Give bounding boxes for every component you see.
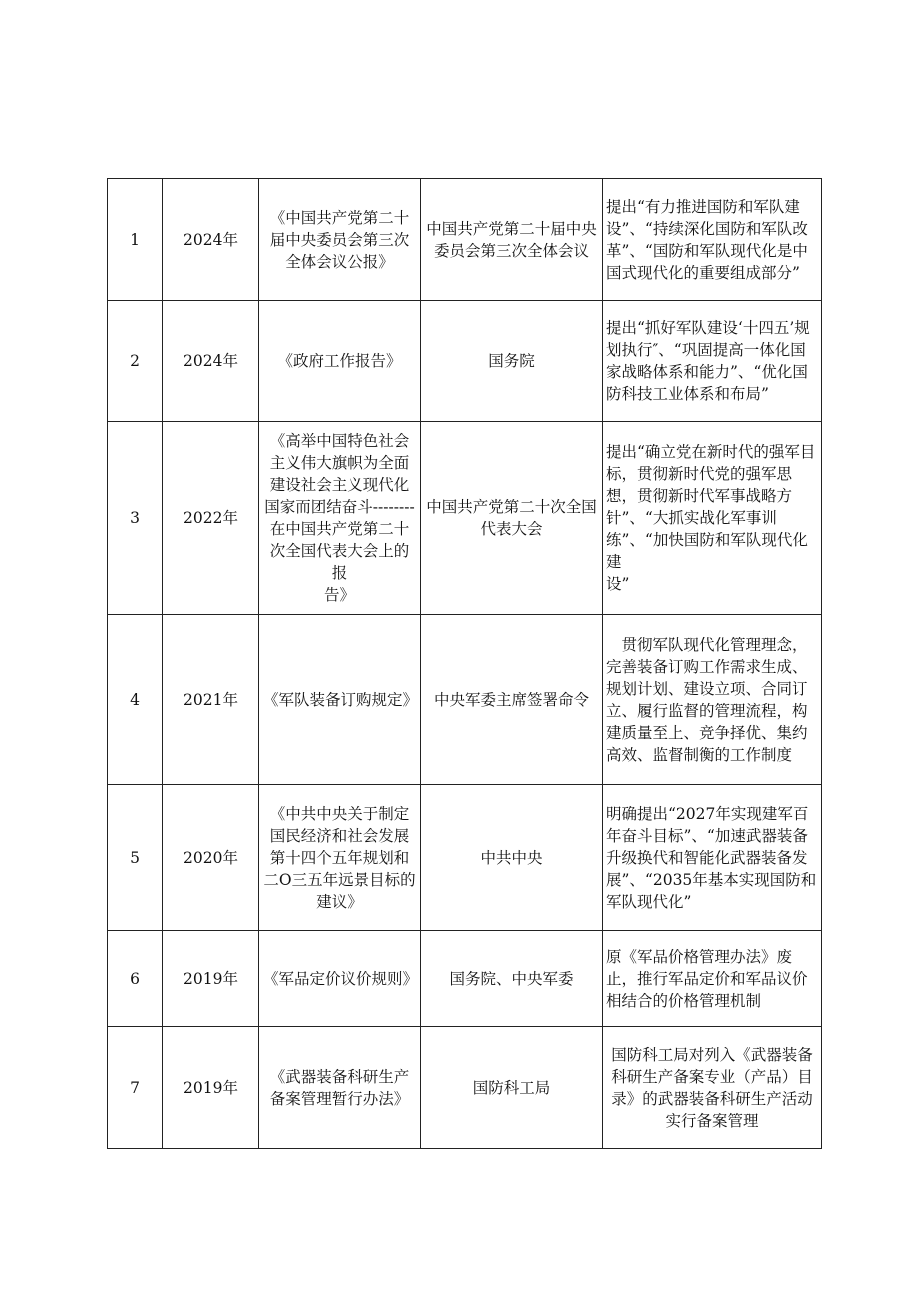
row-document-title-cell xyxy=(259,615,421,785)
row-document-title: 《中共中央关于制定国民经济和社会发展第十四个五年规划和二O三五年远景目标的建议》 xyxy=(263,804,416,911)
row-year: 2019年 xyxy=(183,969,238,988)
row-content-cell xyxy=(603,301,822,422)
row-document-title-cell xyxy=(259,931,421,1027)
row-year: 2020年 xyxy=(183,848,238,867)
row-issuer: 国务院 xyxy=(488,352,535,370)
row-year-cell xyxy=(163,931,259,1027)
row-number-cell xyxy=(108,179,163,301)
row-year-cell xyxy=(163,785,259,931)
row-document-title: 《政府工作报告》 xyxy=(277,352,402,370)
row-content: 原《军品价格管理办法》废止，推行军品定价和军品议价相结合的价格管理机制 xyxy=(606,947,808,1010)
row-document-title: 《武器装备科研生产备案管理暂行办法》 xyxy=(269,1067,410,1108)
row-issuer-cell xyxy=(421,301,603,422)
row-number-cell xyxy=(108,301,163,422)
row-issuer-cell xyxy=(421,422,603,615)
row-issuer: 中国共产党第二十届中央委员会第三次全体会议 xyxy=(426,219,597,260)
row-content: 提出“抓好军队建设‘十四五’规划执行″、“巩固提高一体化国家战略体系和能力”、“优化国防科技工业体系和布局” xyxy=(606,319,810,403)
table-row xyxy=(108,422,822,615)
row-year: 2024年 xyxy=(183,230,238,249)
row-year: 2022年 xyxy=(183,509,238,527)
row-year: 2019年 xyxy=(183,1078,238,1097)
row-document-title-cell xyxy=(259,785,421,931)
table-row xyxy=(108,1027,822,1149)
row-year-cell xyxy=(163,179,259,301)
row-content-cell xyxy=(603,179,822,301)
row-content: 国防科工局对列入《武器装备科研生产备案专业（产品）目录》的武器装备科研生产活动实行备案管理 xyxy=(611,1045,813,1130)
row-number-cell xyxy=(108,1027,163,1149)
table-row xyxy=(108,785,822,931)
row-content: 提出“有力推进国防和军队建设”、“持续深化国防和军队改革”、“国防和军队现代化是中国式现代化的重要组成部分” xyxy=(606,197,808,282)
row-issuer-cell xyxy=(421,785,603,931)
row-number: 2 xyxy=(130,352,140,370)
row-year: 2024年 xyxy=(183,352,238,370)
row-number: 6 xyxy=(130,969,140,988)
row-document-title: 《高举中国特色社会主义伟大旗帜为全面建设社会主义现代化国家而团结奋斗--------在中国共产党第二十次全国代表大会上的报 告》 xyxy=(264,432,415,604)
row-number: 4 xyxy=(130,690,140,709)
row-issuer: 中共中央 xyxy=(480,848,543,867)
row-document-title-cell xyxy=(259,422,421,615)
row-number: 3 xyxy=(130,509,140,527)
row-content-cell xyxy=(603,422,822,615)
row-issuer: 中央军委主席签署命令 xyxy=(433,690,589,709)
row-document-title: 《中国共产党第二十届中央委员会第三次全体会议公报》 xyxy=(269,208,410,271)
row-number: 7 xyxy=(130,1078,140,1097)
row-content: 明确提出“2027年实现建军百年奋斗目标”、“加速武器装备升级换代和智能化武器装备发展”、“2035年基本实现国防和 军队现代化” xyxy=(606,804,817,911)
policy-table xyxy=(107,178,822,1149)
table-row xyxy=(108,931,822,1027)
table-row xyxy=(108,615,822,785)
row-document-title-cell xyxy=(259,1027,421,1149)
row-year: 2021年 xyxy=(183,690,238,709)
row-year-cell xyxy=(163,422,259,615)
row-number-cell xyxy=(108,931,163,1027)
row-content: 提出“确立党在新时代的强军目标，贯彻新时代党的强军思想，贯彻新时代军事战略方针”、“大抓实战化军事训练”、“加快国防和军队现代化建 设” xyxy=(606,443,816,593)
row-content: 贯彻军队现代化管理理念，完善装备订购工作需求生成、规划计划、建设立项、合同订立、履行监督的管理流程，构建质量至上、竞争择优、集约高效、监督制衡的工作制度 xyxy=(606,635,808,764)
row-number-cell xyxy=(108,785,163,931)
row-year-cell xyxy=(163,301,259,422)
row-issuer: 国务院、中央军委 xyxy=(449,969,574,988)
table-row xyxy=(108,179,822,301)
row-issuer: 国防科工局 xyxy=(472,1078,551,1097)
row-document-title: 《军队装备订购规定》 xyxy=(263,690,419,709)
row-number: 1 xyxy=(130,230,140,249)
policy-table-body xyxy=(108,179,822,1149)
row-content-cell xyxy=(603,785,822,931)
row-issuer-cell xyxy=(421,179,603,301)
row-issuer-cell xyxy=(421,1027,603,1149)
table-row xyxy=(108,301,822,422)
row-issuer-cell xyxy=(421,615,603,785)
row-year-cell xyxy=(163,615,259,785)
row-document-title-cell xyxy=(259,179,421,301)
row-document-title-cell xyxy=(259,301,421,422)
row-issuer: 中国共产党第二十次全国代表大会 xyxy=(426,498,597,538)
row-issuer-cell xyxy=(421,931,603,1027)
row-number-cell xyxy=(108,422,163,615)
row-document-title: 《军品定价议价规则》 xyxy=(263,969,419,988)
row-number-cell xyxy=(108,615,163,785)
row-content-cell xyxy=(603,1027,822,1149)
row-year-cell xyxy=(163,1027,259,1149)
row-content-cell xyxy=(603,931,822,1027)
row-number: 5 xyxy=(130,848,140,867)
row-content-cell xyxy=(603,615,822,785)
